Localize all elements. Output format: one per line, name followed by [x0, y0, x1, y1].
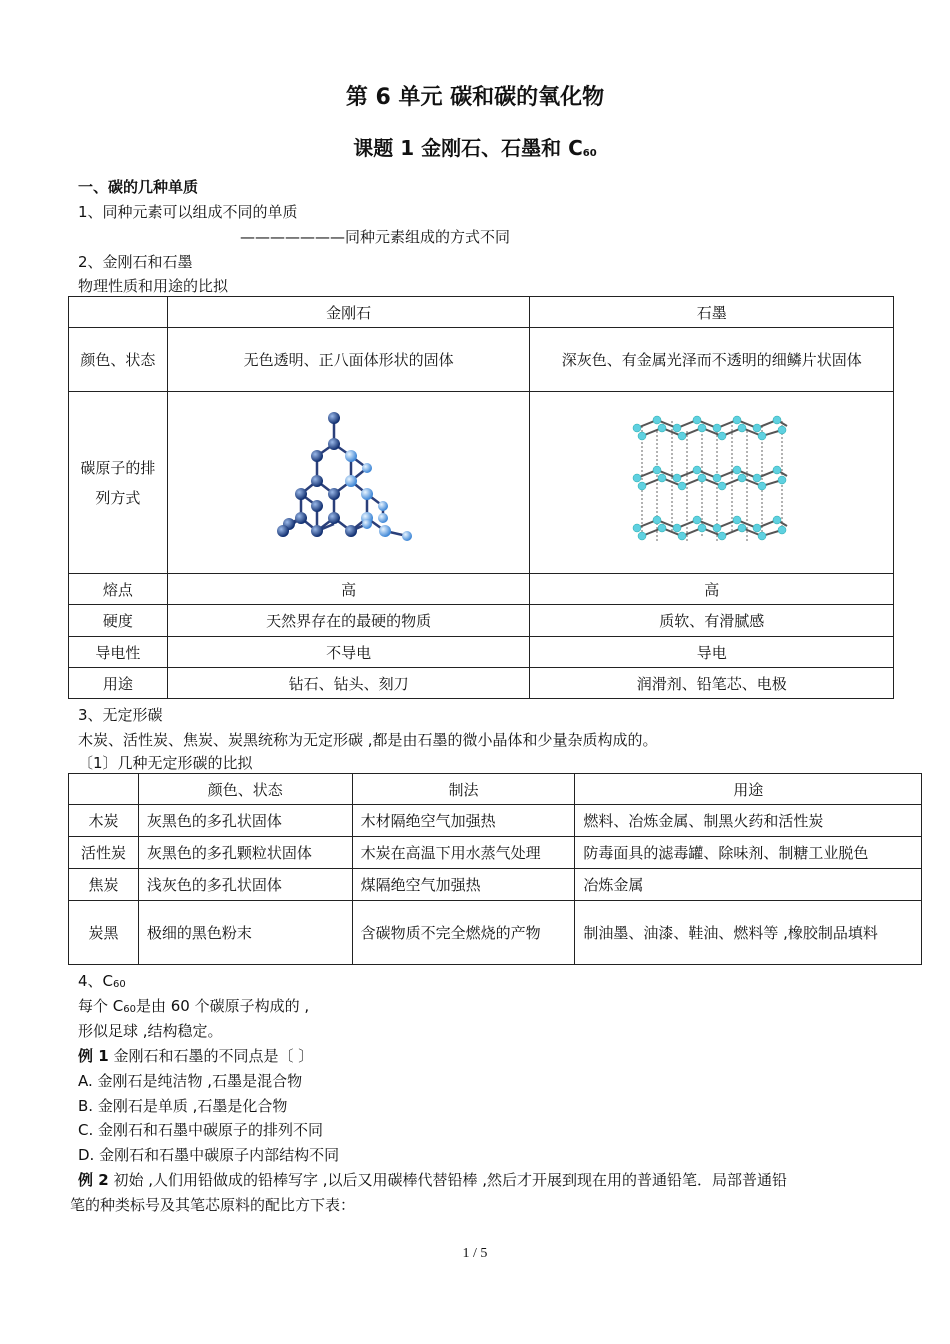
row-label: 颜色、状态 — [69, 328, 168, 392]
table-cell: 制油墨、油漆、鞋油、燃料等 ,橡胶制品填料 — [575, 901, 922, 965]
table-header-cell: 金刚石 — [167, 297, 530, 328]
table-cell: 防毒面具的滤毒罐、除味剂、制糖工业脱色 — [575, 837, 922, 869]
paragraph-4-text: 4、C — [78, 972, 114, 990]
graphite-structure-image — [632, 406, 792, 556]
table-cell: 不导电 — [167, 637, 530, 668]
example-2-text: 初始 ,人们用铅做成的铅棒写字 ,以后又用碳棒代替铅棒 ,然后才开展到现在用的普通铅笔．局部普通铅 — [108, 1171, 788, 1189]
table-cell: 极细的黑色粉末 — [138, 901, 352, 965]
row-label: 碳原子的排列方式 — [69, 392, 168, 574]
table-header-cell: 制法 — [352, 774, 575, 805]
example-1 — [78, 1045, 313, 1066]
table-row — [69, 837, 922, 869]
table-header-cell: 颜色、状态 — [138, 774, 352, 805]
example-2 — [78, 1169, 787, 1190]
paragraph-2b: 物理性质和用途的比拟 — [78, 277, 229, 295]
paragraph-1b: ———————同种元素组成的方式不同 — [240, 228, 511, 246]
paragraph-3: 3、无定形碳 — [78, 706, 163, 724]
option-c: C. 金刚石和石墨中碳原子的排列不同 — [78, 1121, 324, 1139]
graphite-atoms — [633, 416, 786, 540]
table-cell: 天然界存在的最硬的物质 — [167, 605, 530, 637]
example-1-question: 金刚石和石墨的不同点是〔 〕 — [108, 1047, 314, 1065]
option-a: A. 金刚石是纯洁物 ,石墨是混合物 — [78, 1072, 303, 1090]
paragraph-2: 2、金刚石和石墨 — [78, 253, 193, 271]
diamond-structure-image — [259, 406, 439, 556]
table-cell: 木炭在高温下用水蒸气处理 — [352, 837, 575, 869]
row-label: 活性炭 — [69, 837, 139, 869]
option-d: D. 金刚石和石墨中碳原子内部结构不同 — [78, 1146, 340, 1164]
paragraph-4b — [78, 995, 309, 1016]
carbon-comparison-table — [68, 296, 894, 699]
table-cell: 灰黑色的多孔颗粒状固体 — [138, 837, 352, 869]
table-header-cell: 用途 — [575, 774, 922, 805]
table-cell: 冶炼金属 — [575, 869, 922, 901]
paragraph-1: 1、同种元素可以组成不同的单质 — [78, 203, 298, 221]
paragraph-4b-end: 是由 60 个碳原子构成的 , — [135, 997, 310, 1015]
example-2-label: 例 2 — [78, 1171, 109, 1189]
page-number: 1 / 5 — [462, 1246, 488, 1261]
lesson-title-subscript: 60 — [582, 148, 597, 159]
paragraph-3c: 〔1〕几种无定形碳的比拟 — [78, 754, 253, 772]
row-label: 木炭 — [69, 805, 139, 837]
c60-subscript: 60 — [123, 1004, 136, 1015]
table-cell: 高 — [530, 574, 894, 605]
amorphous-carbon-table — [68, 773, 922, 965]
table-cell: 燃料、冶炼金属、制黑火药和活性炭 — [575, 805, 922, 837]
table-header-cell — [69, 774, 139, 805]
table-cell: 导电 — [530, 637, 894, 668]
row-label: 熔点 — [69, 574, 168, 605]
table-cell: 钻石、钻头、刻刀 — [167, 668, 530, 699]
table-cell: 煤隔绝空气加强热 — [352, 869, 575, 901]
table-cell: 润滑剂、铅笔芯、电极 — [530, 668, 894, 699]
table-cell: 无色透明、正八面体形状的固体 — [167, 328, 530, 392]
table-cell: 木材隔绝空气加强热 — [352, 805, 575, 837]
table-cell: 高 — [167, 574, 530, 605]
row-label: 用途 — [69, 668, 168, 699]
table-row — [69, 805, 922, 837]
table-row — [69, 901, 922, 965]
option-b: B. 金刚石是单质 ,石墨是化合物 — [78, 1097, 288, 1115]
example-2-continued: 笔的种类标号及其笔芯原料的配比方下表： — [70, 1196, 356, 1214]
paragraph-3b: 木炭、活性炭、焦炭、炭黑统称为无定形碳 ,都是由石墨的微小晶体和少量杂质构成的。 — [78, 731, 658, 749]
diamond-atoms — [277, 412, 412, 541]
row-label: 焦炭 — [69, 869, 139, 901]
table-cell: 灰黑色的多孔状固体 — [138, 805, 352, 837]
table-cell: 浅灰色的多孔状固体 — [138, 869, 352, 901]
diamond-structure-cell — [167, 392, 530, 574]
lesson-title-main: 课题 1 金刚石、石墨和 C — [353, 136, 583, 160]
page-title: 第 6 单元 碳和碳的氧化物 — [345, 85, 605, 110]
paragraph-4 — [78, 970, 126, 991]
table-header-cell — [69, 297, 168, 328]
example-1-label: 例 1 — [78, 1047, 109, 1065]
row-label: 导电性 — [69, 637, 168, 668]
row-label: 炭黑 — [69, 901, 139, 965]
c60-subscript: 60 — [113, 979, 126, 990]
graphite-structure-cell — [530, 392, 894, 574]
table-row — [69, 869, 922, 901]
section-heading: 一、碳的几种单质 — [78, 178, 199, 196]
paragraph-4c: 形似足球 ,结构稳定。 — [78, 1022, 223, 1040]
lesson-title — [0, 132, 950, 161]
row-label: 硬度 — [69, 605, 168, 637]
paragraph-4b-start: 每个 C — [78, 997, 124, 1015]
table-cell: 质软、有滑腻感 — [530, 605, 894, 637]
table-cell: 深灰色、有金属光泽而不透明的细鳞片状固体 — [530, 328, 894, 392]
table-header-cell: 石墨 — [530, 297, 894, 328]
table-cell: 含碳物质不完全燃烧的产物 — [352, 901, 575, 965]
